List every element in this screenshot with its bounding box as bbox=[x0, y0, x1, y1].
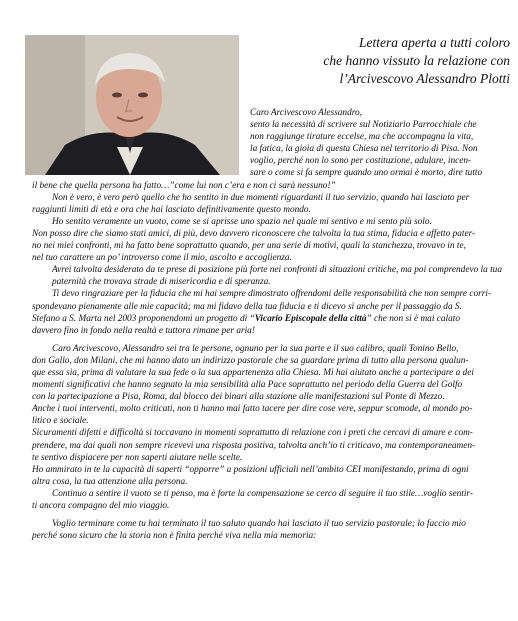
letter-line: Sicuramenti difetti e difficoltà si toccavano in momenti soprattutto di relazione con i preti che cercavi di amare e com- bbox=[32, 428, 473, 439]
letter-line: ti ancora compagno del mio viaggio. bbox=[32, 501, 170, 511]
vicario-episcopale-highlight: Vicario Episcopale della città bbox=[254, 313, 367, 324]
letter-line: non raggiunge tirature eccelse, ma che accompagna la vita, bbox=[250, 132, 474, 143]
letter-line: prendere, ma dai quali non sempre ricevevi una risposta positiva, talvolta anch’io ti criticavo, ma contemporaneamen- bbox=[32, 440, 476, 451]
letter-body bbox=[0, 107, 518, 542]
letter-line: Ho sentito veramente un vuoto, come se si aprisse uno spazio nel quale mi sentivo e mi sento più solo. bbox=[52, 216, 432, 227]
letter-line bbox=[32, 313, 518, 325]
letter-line: Non è vero, è vero però quello che ho sentito in due momenti riguardanti il tuo servizio, quando hai lasciato per bbox=[52, 192, 470, 203]
letter-line: Anche i tuoi interventi, molto criticati, non ti hanno mai fatto tacere per dire cose vere, seppur scomode, al mondo po- bbox=[32, 404, 473, 415]
letter-line: Caro Arcivescovo, Alessandro sei tra le persone, ognuno per la sua parte e il suo calibro, quali Tonino Bello, bbox=[52, 343, 459, 354]
letter-line: sento la necessità di scrivere sul Notiziario Parrocchiale che bbox=[250, 120, 477, 131]
letter-line: que essa sia, prima di valutare la sua fede o la sua appartenenza alla Chiesa. Mi hai aiutato anche a partecipare a dei bbox=[32, 367, 474, 378]
letter-text: Stefano a S. Marta nel 2003 proponendomi un progetto di “ bbox=[32, 313, 255, 324]
letter-line: te sentivo dispiacere per non saperti aiutare nelle scelte. bbox=[32, 452, 243, 463]
letter-line: Continuo a sentire il vuoto se ti penso, ma è forte la compensazione se cerco di seguire il tuo stile…voglio sentir- bbox=[52, 488, 473, 499]
letter-line: sare o come si fa sempre quando uno ormai è morto, dire tutto bbox=[250, 168, 483, 179]
letter-line: voglio, perché non lo sono per costituzione, adulare, incen- bbox=[250, 156, 472, 167]
letter-line: litico e sociale. bbox=[32, 416, 89, 427]
letter-line: davvero fino in fondo nella realtà e tuttora rimane per aria! bbox=[32, 325, 255, 336]
letter-text: ” che non si è mai calato bbox=[366, 313, 460, 324]
title-line-3: l’Arcivescovo Alessandro Plotti bbox=[339, 71, 510, 86]
letter-line: no nei miei confronti, mi ha fatto bene soprattutto quando, per una serie di motivi, quali la stanchezza, trovavo in te, bbox=[32, 241, 466, 252]
letter-line: momenti significativi che hanno segnato la mia sensibilità alla Pace soprattutto nel periodo della Guerra del Golfo bbox=[32, 380, 463, 391]
letter-line: Caro Arcivescovo Alessandro, bbox=[250, 108, 362, 118]
letter-line: Non posso dire che siamo stati amici, di più, devo davvero riconoscere che talvolta la tua stima, fiducia e affetto pater- bbox=[32, 228, 476, 239]
letter-line: perché sono sicuro che la storia non è finita perché viva nella mia memoria: bbox=[32, 531, 317, 542]
title-line-2: che hanno vissuto la relazione con bbox=[323, 53, 510, 68]
letter-line: con la partecipazione a Pisa, Roma, dal blocco dei binari alla stazione alle manifestazioni sul Ponte di Mezzo. bbox=[32, 392, 445, 403]
letter-line: il bene che quella persona ha fatto…”come lui non c’era e non ci sarà nessuno!” bbox=[32, 180, 336, 191]
letter-line: Avrei talvolta desiderato da te prese di posizione più forte nei confronti di situazioni critiche, ma poi comprendevo la tua paternità che trovava strade di misericordia e di speranza. bbox=[52, 265, 502, 288]
letter-line: altra cosa, la tua attenzione alla persona. bbox=[32, 476, 188, 487]
letter-line: nel tuo carattere un po’ introverso come il mio, ascolto e accoglienza. bbox=[32, 253, 292, 264]
letter-line: raggiunti limiti di età e ora che hai lasciato definitivamente questo mondo. bbox=[32, 204, 311, 215]
letter-line: spondevano pienamente alle mie capacità; ma mi fidavo della tua fiducia e ti dicevo sì anche per il passaggio da S. bbox=[32, 301, 462, 312]
letter-line: Voglio terminare come tu hai terminato il tuo saluto quando hai lasciato il tuo servizio pastorale; lo faccio mio bbox=[52, 519, 466, 530]
letter-line: Ti devo ringraziare per la fiducia che mi hai sempre dimostrato offrendomi delle responsabilità che non sempre corri- bbox=[52, 289, 492, 300]
title-line-1: Lettera aperta a tutti coloro bbox=[359, 35, 510, 50]
letter-line: la fatica, la gioia di questa Chiesa nel territorio di Pisa. Non bbox=[250, 144, 478, 155]
letter-line: don Gallo, don Milani, che mi hanno dato un indirizzo pastorale che sa guardare prima di tutto alla persona qualun- bbox=[32, 355, 469, 366]
letter-title bbox=[250, 34, 510, 88]
letter-line: Ho ammirato in te la capacità di saperti “opporre” a posizioni ufficiali nell’ambito CEI manifestando, prima di ogni bbox=[32, 464, 469, 475]
